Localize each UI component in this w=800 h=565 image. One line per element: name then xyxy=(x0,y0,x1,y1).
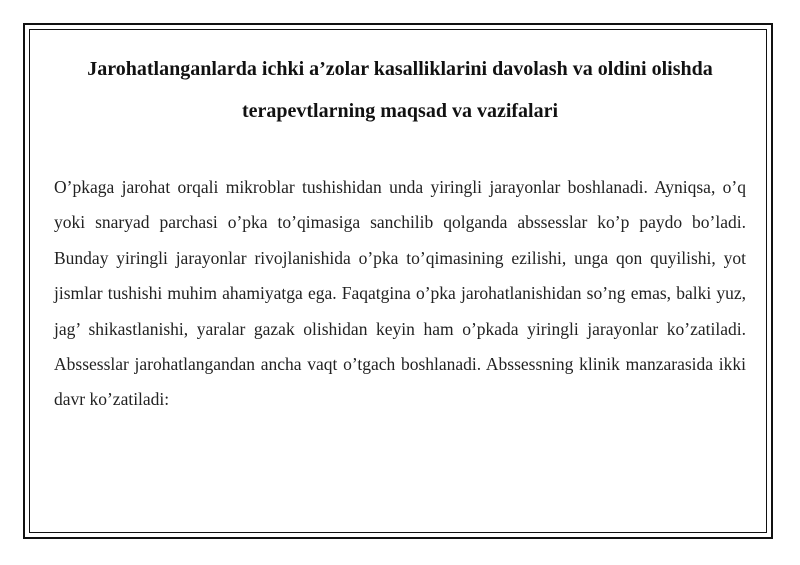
document-content xyxy=(54,48,746,418)
document-title: Jarohatlanganlarda ichki a’zolar kasalliklarini davolash va oldini olishda terapevtlarning maqsad va vazifalari xyxy=(87,58,713,122)
body-paragraph: O’pkaga jarohat orqali mikroblar tushishidan unda yiringli jarayonlar boshlanadi. Ayniqsa, o’q yoki snaryad parchasi o’pka to’qimasiga sanchilib qolganda abssesslar ko’p paydo bo’ladi. Bunday yiringli jarayonlar rivojlanishida o’pka to’qimasining ezilishi, unga qon quyilishi, yot jismlar tushishi muhim ahamiyatga ega. Faqatgina o’pka jarohatlanishidan so’ng emas, balki yuz, jag’ shikastlanishi, yaralar gazak olishidan keyin ham o’pkada yiringli jarayonlar ko’zatiladi. Abssesslar jarohatlangandan ancha vaqt o’tgach boshlanadi. Abssessning klinik manzarasida ikki davr ko’zatiladi: xyxy=(54,177,746,410)
